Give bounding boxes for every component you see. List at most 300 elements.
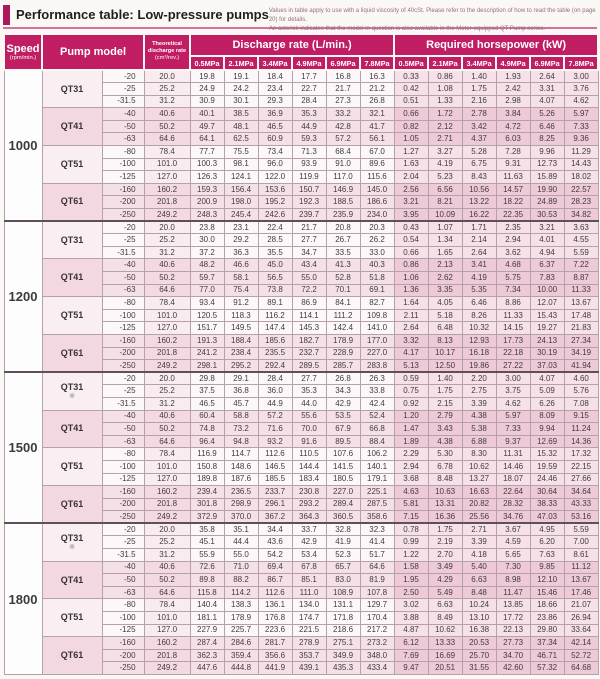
discharge-value-cell: 26.3 <box>360 372 394 385</box>
pump-model-name: QT31 <box>60 234 84 245</box>
horsepower-value-cell: 10.62 <box>462 460 496 473</box>
speed-cell: 1800 <box>4 523 42 674</box>
horsepower-value-cell: 4.18 <box>462 549 496 562</box>
horsepower-value-cell: 2.19 <box>428 536 462 549</box>
discharge-value-cell: 86.9 <box>292 297 326 310</box>
horsepower-value-cell: 3.75 <box>496 385 530 398</box>
discharge-value-cell: 73.4 <box>258 146 292 159</box>
horsepower-value-cell: 7.28 <box>496 146 530 159</box>
pump-model-cell <box>42 637 102 675</box>
horsepower-value-cell: 17.73 <box>496 334 530 347</box>
horsepower-value-cell: 3.32 <box>394 334 428 347</box>
horsepower-value-cell: 3.35 <box>428 284 462 297</box>
discharge-value-cell: 73.8 <box>258 284 292 297</box>
horsepower-value-cell: 2.29 <box>394 448 428 461</box>
discharge-value-cell: 136.1 <box>258 599 292 612</box>
horsepower-value-cell: 7.33 <box>564 120 598 133</box>
discharge-value-cell: 36.8 <box>224 385 258 398</box>
horsepower-value-cell: 3.39 <box>462 536 496 549</box>
discharge-value-cell: 33.7 <box>292 523 326 536</box>
horsepower-value-cell: 3.21 <box>394 196 428 209</box>
discharge-value-cell: 33.2 <box>326 108 360 121</box>
horsepower-value-cell: 16.63 <box>462 486 496 499</box>
horsepower-value-cell: 4.19 <box>462 272 496 285</box>
discharge-value-cell: 20.8 <box>326 221 360 234</box>
horsepower-value-cell: 6.63 <box>428 599 462 612</box>
horsepower-value-cell: 34.76 <box>496 511 530 524</box>
horsepower-value-cell: 2.42 <box>496 83 530 96</box>
size-cell: -20 <box>102 70 144 83</box>
discharge-value-cell: 45.1 <box>190 536 224 549</box>
horsepower-value-cell: 8.61 <box>564 549 598 562</box>
horsepower-value-cell: 3.67 <box>496 523 530 536</box>
discharge-value-cell: 124.1 <box>224 171 258 184</box>
horsepower-value-cell: 9.47 <box>394 662 428 675</box>
horsepower-value-cell: 64.68 <box>564 662 598 675</box>
size-cell: -80 <box>102 448 144 461</box>
discharge-value-cell: 91.0 <box>326 158 360 171</box>
discharge-value-cell: 147.4 <box>258 322 292 335</box>
horsepower-value-cell: 31.55 <box>462 662 496 675</box>
discharge-value-cell: 82.7 <box>360 297 394 310</box>
horsepower-value-cell: 4.60 <box>564 372 598 385</box>
discharge-value-cell: 88.4 <box>360 435 394 448</box>
horsepower-value-cell: 8.86 <box>496 297 530 310</box>
horsepower-value-cell: 8.25 <box>530 133 564 146</box>
discharge-value-cell: 118.3 <box>224 309 258 322</box>
discharge-value-cell: 51.8 <box>360 272 394 285</box>
horsepower-value-cell: 7.15 <box>394 511 428 524</box>
discharge-value-cell: 44.9 <box>292 120 326 133</box>
theoretical-rate-cell: 249.2 <box>144 209 190 222</box>
pump-model-cell <box>42 146 102 184</box>
discharge-value-cell: 88.2 <box>224 574 258 587</box>
discharge-value-cell: 27.7 <box>292 372 326 385</box>
discharge-value-cell: 349.9 <box>326 649 360 662</box>
discharge-value-cell: 227.9 <box>190 624 224 637</box>
size-cell: -125 <box>102 473 144 486</box>
horsepower-value-cell: 47.03 <box>530 511 564 524</box>
horsepower-value-cell: 33.64 <box>564 624 598 637</box>
discharge-value-cell: 281.7 <box>258 637 292 650</box>
horsepower-value-cell: 7.22 <box>564 259 598 272</box>
size-cell: -200 <box>102 347 144 360</box>
horsepower-value-cell: 2.71 <box>462 523 496 536</box>
discharge-value-cell: 109.8 <box>360 309 394 322</box>
theoretical-rate-cell: 64.6 <box>144 133 190 146</box>
theoretical-rate-cell: 249.2 <box>144 662 190 675</box>
discharge-value-cell: 24.2 <box>224 83 258 96</box>
horsepower-value-cell: 1.40 <box>428 372 462 385</box>
discharge-value-cell: 41.7 <box>360 120 394 133</box>
discharge-value-cell: 71.6 <box>258 423 292 436</box>
discharge-value-cell: 111.0 <box>292 586 326 599</box>
discharge-value-cell: 185.5 <box>258 473 292 486</box>
mpa-header-horsepower-4: 6.9MPa <box>530 56 564 70</box>
horsepower-value-cell: 8.98 <box>496 574 530 587</box>
table-row <box>4 561 598 574</box>
theoretical-rate-cell: 101.0 <box>144 460 190 473</box>
discharge-value-cell: 26.8 <box>360 95 394 108</box>
horsepower-value-cell: 4.37 <box>462 133 496 146</box>
table-row <box>4 372 598 385</box>
discharge-value-cell: 21.2 <box>360 83 394 96</box>
size-cell: -31.5 <box>102 95 144 108</box>
discharge-value-cell: 360.5 <box>326 511 360 524</box>
horsepower-value-cell: 0.66 <box>394 246 428 259</box>
horsepower-value-cell: 6.88 <box>462 435 496 448</box>
horsepower-value-cell: 20.82 <box>462 498 496 511</box>
discharge-value-cell: 67.8 <box>292 561 326 574</box>
horsepower-value-cell: 7.00 <box>564 536 598 549</box>
theoretical-rate-cell: 160.2 <box>144 183 190 196</box>
horsepower-value-cell: 8.21 <box>428 196 462 209</box>
pump-model-name: QT31 <box>60 83 84 94</box>
size-cell: -200 <box>102 196 144 209</box>
horsepower-value-cell: 34.64 <box>564 486 598 499</box>
discharge-value-cell: 178.9 <box>224 612 258 625</box>
horsepower-value-cell: 5.97 <box>564 108 598 121</box>
discharge-value-cell: 70.1 <box>326 284 360 297</box>
discharge-value-cell: 86.7 <box>258 574 292 587</box>
discharge-value-cell: 67.9 <box>326 423 360 436</box>
discharge-value-cell: 235.5 <box>258 347 292 360</box>
horsepower-value-cell: 16.18 <box>462 347 496 360</box>
mpa-header-discharge-4: 6.9MPa <box>326 56 360 70</box>
discharge-value-cell: 44.4 <box>224 536 258 549</box>
horsepower-value-cell: 7.63 <box>530 549 564 562</box>
discharge-value-cell: 43.4 <box>292 259 326 272</box>
theoretical-rate-cell: 127.0 <box>144 624 190 637</box>
horsepower-value-cell: 11.33 <box>564 284 598 297</box>
discharge-value-cell: 29.2 <box>224 234 258 247</box>
horsepower-value-cell: 12.69 <box>530 435 564 448</box>
horsepower-value-cell: 27.66 <box>564 473 598 486</box>
discharge-value-cell: 19.1 <box>224 70 258 83</box>
discharge-value-cell: 91.6 <box>292 435 326 448</box>
pump-model-name: QT41 <box>60 574 84 585</box>
discharge-value-cell: 236.5 <box>224 486 258 499</box>
horsepower-value-cell: 10.62 <box>428 624 462 637</box>
horsepower-value-cell: 22.13 <box>496 624 530 637</box>
discharge-value-cell: 35.8 <box>190 523 224 536</box>
horsepower-value-cell: 3.88 <box>394 612 428 625</box>
horsepower-value-cell: 4.07 <box>530 372 564 385</box>
horsepower-value-cell: 30.64 <box>530 486 564 499</box>
horsepower-value-cell: 2.78 <box>462 108 496 121</box>
theoretical-rate-cell: 201.8 <box>144 347 190 360</box>
horsepower-value-cell: 3.63 <box>564 221 598 234</box>
horsepower-value-cell: 27.73 <box>496 637 530 650</box>
horsepower-value-cell: 6.20 <box>530 536 564 549</box>
horsepower-value-cell: 42.60 <box>496 662 530 675</box>
size-cell: -125 <box>102 624 144 637</box>
size-cell: -250 <box>102 360 144 373</box>
theoretical-rate-cell: 127.0 <box>144 322 190 335</box>
horsepower-value-cell: 18.22 <box>496 196 530 209</box>
theoretical-rate-cell: 201.8 <box>144 498 190 511</box>
discharge-value-cell: 29.8 <box>190 372 224 385</box>
horsepower-value-cell: 21.07 <box>564 599 598 612</box>
size-cell: -25 <box>102 385 144 398</box>
discharge-value-cell: 54.2 <box>258 549 292 562</box>
discharge-value-cell: 242.6 <box>258 209 292 222</box>
discharge-value-cell: 227.0 <box>326 486 360 499</box>
table-row <box>4 523 598 536</box>
asterisk-mark: ※ <box>69 392 75 400</box>
theoretical-rate-cell: 127.0 <box>144 473 190 486</box>
discharge-value-cell: 145.3 <box>292 322 326 335</box>
horsepower-value-cell: 41.94 <box>564 360 598 373</box>
discharge-value-cell: 32.1 <box>360 108 394 121</box>
discharge-value-cell: 106.2 <box>360 448 394 461</box>
size-cell: -200 <box>102 498 144 511</box>
theoretical-rate-cell: 64.6 <box>144 284 190 297</box>
size-cell: -20 <box>102 372 144 385</box>
discharge-value-cell: 301.8 <box>190 498 224 511</box>
discharge-value-cell: 33.0 <box>360 246 394 259</box>
size-cell: -25 <box>102 83 144 96</box>
theoretical-rate-cell: 20.0 <box>144 523 190 536</box>
table-row <box>4 221 598 234</box>
horsepower-value-cell: 28.32 <box>496 498 530 511</box>
discharge-value-cell: 141.0 <box>360 322 394 335</box>
table-row <box>4 486 598 499</box>
size-cell: -160 <box>102 183 144 196</box>
horsepower-value-cell: 2.94 <box>394 460 428 473</box>
horsepower-value-cell: 4.87 <box>394 624 428 637</box>
horsepower-value-cell: 5.09 <box>530 385 564 398</box>
discharge-value-cell: 21.7 <box>326 83 360 96</box>
horsepower-value-cell: 4.68 <box>496 259 530 272</box>
discharge-value-cell: 117.0 <box>326 171 360 184</box>
horsepower-value-cell: 21.83 <box>564 322 598 335</box>
horsepower-value-cell: 25.56 <box>462 511 496 524</box>
horsepower-value-cell: 1.65 <box>428 246 462 259</box>
size-cell: -25 <box>102 536 144 549</box>
horsepower-value-cell: 3.39 <box>462 397 496 410</box>
table-row <box>4 410 598 423</box>
discharge-value-cell: 289.4 <box>326 498 360 511</box>
discharge-value-cell: 72.2 <box>292 284 326 297</box>
discharge-value-cell: 150.8 <box>190 460 224 473</box>
horsepower-value-cell: 3.43 <box>428 423 462 436</box>
horsepower-value-cell: 11.31 <box>496 448 530 461</box>
discharge-value-cell: 30.1 <box>224 95 258 108</box>
asterisk-mark: ※ <box>69 544 75 552</box>
pump-model-cell <box>42 70 102 108</box>
discharge-value-cell: 35.5 <box>258 246 292 259</box>
discharge-value-cell: 23.1 <box>224 221 258 234</box>
discharge-value-cell: 66.8 <box>360 423 394 436</box>
horsepower-value-cell: 12.50 <box>428 360 462 373</box>
discharge-value-cell: 27.7 <box>292 234 326 247</box>
size-cell: -250 <box>102 662 144 675</box>
horsepower-value-cell: 7.69 <box>394 649 428 662</box>
pump-model-name: QT51 <box>60 158 84 169</box>
pump-model-cell <box>42 297 102 335</box>
discharge-value-cell: 18.4 <box>258 70 292 83</box>
discharge-value-cell: 292.4 <box>258 360 292 373</box>
discharge-value-cell: 43.6 <box>258 536 292 549</box>
horsepower-value-cell: 19.59 <box>530 460 564 473</box>
theoretical-rate-cell: 20.0 <box>144 70 190 83</box>
horsepower-value-cell: 20.51 <box>428 662 462 675</box>
theoretical-rate-cell: 160.2 <box>144 334 190 347</box>
discharge-value-cell: 42.9 <box>326 397 360 410</box>
horsepower-value-cell: 3.49 <box>428 561 462 574</box>
horsepower-value-cell: 9.94 <box>530 423 564 436</box>
table-row <box>4 108 598 121</box>
discharge-value-cell: 225.7 <box>224 624 258 637</box>
size-cell: -63 <box>102 586 144 599</box>
discharge-value-cell: 56.5 <box>258 272 292 285</box>
horsepower-value-cell: 6.46 <box>530 120 564 133</box>
horsepower-value-cell: 6.56 <box>428 183 462 196</box>
size-cell: -100 <box>102 158 144 171</box>
horsepower-value-cell: 5.59 <box>564 246 598 259</box>
discharge-value-cell: 180.5 <box>326 473 360 486</box>
table-body <box>4 70 598 675</box>
horsepower-value-cell: 1.95 <box>394 574 428 587</box>
discharge-value-cell: 107.8 <box>360 586 394 599</box>
horsepower-value-cell: 16.69 <box>428 649 462 662</box>
horsepower-value-cell: 1.08 <box>428 83 462 96</box>
theoretical-rate-cell: 201.8 <box>144 649 190 662</box>
horsepower-value-cell: 23.86 <box>530 612 564 625</box>
theoretical-rate-cell: 78.4 <box>144 599 190 612</box>
horsepower-value-cell: 5.30 <box>428 448 462 461</box>
discharge-value-cell: 192.3 <box>292 196 326 209</box>
discharge-value-cell: 48.2 <box>190 259 224 272</box>
horsepower-value-cell: 4.05 <box>428 297 462 310</box>
horsepower-value-cell: 11.24 <box>564 423 598 436</box>
discharge-value-cell: 150.7 <box>292 183 326 196</box>
discharge-value-cell: 114.1 <box>292 309 326 322</box>
discharge-value-cell: 40.1 <box>190 108 224 121</box>
theoretical-rate-cell: 20.0 <box>144 372 190 385</box>
discharge-value-cell: 71.0 <box>224 561 258 574</box>
theoretical-rate-cell: 25.2 <box>144 234 190 247</box>
discharge-value-cell: 35.1 <box>224 523 258 536</box>
pump-model-name: QT41 <box>60 423 84 434</box>
theoretical-rate-cell: 25.2 <box>144 83 190 96</box>
discharge-value-cell: 241.2 <box>190 347 224 360</box>
horsepower-value-cell: 5.81 <box>394 498 428 511</box>
horsepower-value-cell: 46.71 <box>530 649 564 662</box>
horsepower-value-cell: 28.23 <box>564 196 598 209</box>
pump-model-name: QT51 <box>60 310 84 321</box>
horsepower-value-cell: 9.15 <box>564 410 598 423</box>
page-header <box>0 0 600 32</box>
horsepower-value-cell: 30.19 <box>530 347 564 360</box>
horsepower-value-cell: 4.29 <box>428 574 462 587</box>
horsepower-value-cell: 13.10 <box>462 612 496 625</box>
discharge-value-cell: 447.6 <box>190 662 224 675</box>
horsepower-value-cell: 1.34 <box>428 234 462 247</box>
horsepower-value-cell: 8.48 <box>462 586 496 599</box>
discharge-value-cell: 72.6 <box>190 561 224 574</box>
discharge-value-cell: 64.6 <box>360 561 394 574</box>
discharge-value-cell: 285.7 <box>326 360 360 373</box>
horsepower-value-cell: 17.72 <box>496 612 530 625</box>
horsepower-value-cell: 6.75 <box>462 158 496 171</box>
discharge-value-cell: 27.3 <box>326 95 360 108</box>
horsepower-value-cell: 2.11 <box>394 309 428 322</box>
size-cell: -160 <box>102 486 144 499</box>
horsepower-value-cell: 11.47 <box>496 586 530 599</box>
theoretical-rate-cell: 50.2 <box>144 120 190 133</box>
title-accent-bar <box>3 5 10 25</box>
horsepower-value-cell: 13.27 <box>462 473 496 486</box>
pump-model-cell <box>42 183 102 221</box>
discharge-value-cell: 149.5 <box>224 322 258 335</box>
discharge-value-cell: 191.3 <box>190 334 224 347</box>
horsepower-value-cell: 34.82 <box>564 209 598 222</box>
discharge-value-cell: 439.1 <box>292 662 326 675</box>
size-cell: -80 <box>102 297 144 310</box>
discharge-value-cell: 81.9 <box>360 574 394 587</box>
discharge-value-cell: 283.8 <box>360 360 394 373</box>
horsepower-value-cell: 10.00 <box>530 284 564 297</box>
pump-model-cell <box>42 372 102 410</box>
speed-cell: 1000 <box>4 70 42 221</box>
horsepower-value-cell: 0.51 <box>394 95 428 108</box>
horsepower-value-cell: 34.19 <box>564 347 598 360</box>
horsepower-value-cell: 42.14 <box>564 637 598 650</box>
mpa-header-discharge-5: 7.8MPa <box>360 56 394 70</box>
horsepower-value-cell: 13.22 <box>462 196 496 209</box>
horsepower-value-cell: 1.06 <box>394 272 428 285</box>
discharge-value-cell: 44.0 <box>292 397 326 410</box>
discharge-value-cell: 370.0 <box>224 511 258 524</box>
discharge-value-cell: 69.4 <box>258 561 292 574</box>
horsepower-value-cell: 0.82 <box>394 120 428 133</box>
theoretical-rate-cell: 160.2 <box>144 637 190 650</box>
horsepower-value-cell: 1.40 <box>462 70 496 83</box>
discharge-value-cell: 16.8 <box>326 70 360 83</box>
discharge-value-cell: 75.4 <box>224 284 258 297</box>
discharge-value-cell: 56.1 <box>360 133 394 146</box>
discharge-value-cell: 48.1 <box>224 120 258 133</box>
discharge-value-cell: 248.3 <box>190 209 224 222</box>
pump-model-cell <box>42 448 102 486</box>
horsepower-value-cell: 18.66 <box>530 599 564 612</box>
horsepower-value-cell: 52.72 <box>564 649 598 662</box>
discharge-value-cell: 29.1 <box>224 372 258 385</box>
horsepower-value-cell: 3.21 <box>530 221 564 234</box>
size-cell: -50 <box>102 272 144 285</box>
horsepower-value-cell: 4.19 <box>428 158 462 171</box>
horsepower-value-cell: 43.33 <box>564 498 598 511</box>
horsepower-value-cell: 13.85 <box>496 599 530 612</box>
horsepower-value-cell: 1.07 <box>428 221 462 234</box>
discharge-value-cell: 34.3 <box>326 385 360 398</box>
size-cell: -50 <box>102 120 144 133</box>
speed-cell: 1200 <box>4 221 42 372</box>
col-header-theoretical-rate <box>144 34 190 70</box>
theoretical-unit: (cm³/rev.) <box>154 55 180 62</box>
horsepower-value-cell: 3.95 <box>394 209 428 222</box>
discharge-value-cell: 60.9 <box>258 133 292 146</box>
horsepower-value-cell: 2.71 <box>428 133 462 146</box>
horsepower-value-cell: 4.95 <box>530 523 564 536</box>
horsepower-value-cell: 12.73 <box>530 158 564 171</box>
discharge-value-cell: 53.4 <box>292 549 326 562</box>
discharge-value-cell: 114.2 <box>224 586 258 599</box>
discharge-value-cell: 93.4 <box>190 297 224 310</box>
theoretical-rate-cell: 25.2 <box>144 385 190 398</box>
